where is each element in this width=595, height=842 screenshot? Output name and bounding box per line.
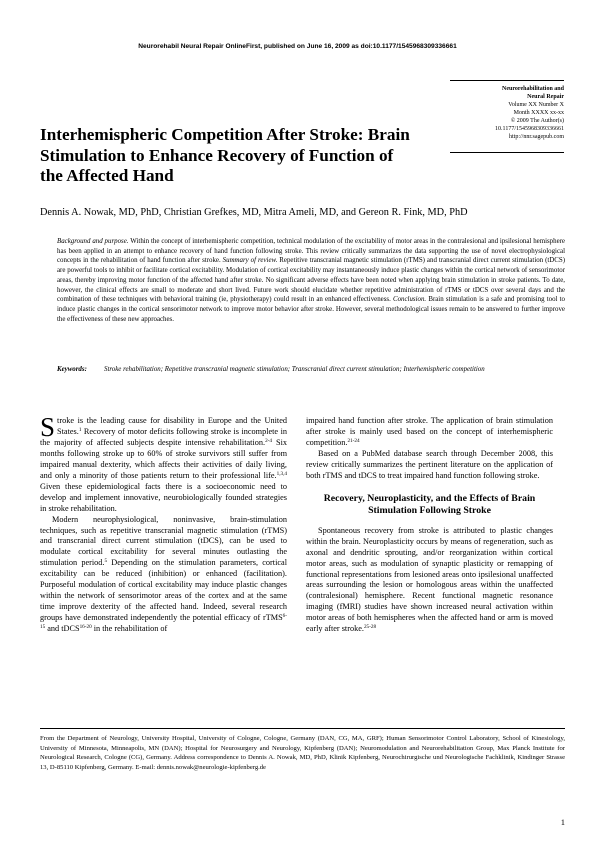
article-title: Interhemispheric Competition After Stroke: Brain Stimulation to Enhance Recovery of Function of the Affected Hand — [40, 125, 410, 185]
citation-ref: 1,3,4 — [276, 470, 287, 477]
drop-cap: S — [40, 412, 56, 442]
body-column-left — [40, 412, 288, 635]
keywords-label: Keywords: — [57, 366, 87, 373]
body-paragraph-1 — [40, 412, 288, 515]
body-paragraph-2 — [40, 515, 287, 635]
text-run: Modern neurophysiological, noninvasive, brain-stimulation techniques, such as repetitive transcranial magnetic stimulation (rTMS) and transcranial direct current stimulation (tDCS), can be used to modulate cortical excitability for several minutes outlasting the stimulation period. — [40, 514, 287, 568]
citation-ref: 5 — [104, 558, 108, 565]
author-list: Dennis A. Nowak, MD, PhD, Christian Grefkes, MD, Mitra Ameli, MD, and Gereon R. Fink, MD, PhD — [40, 207, 468, 218]
abstract-summary-text: Repetitive transcranial magnetic stimulation (rTMS) and transcranial direct current stimulation (tDCS) are powerful tools to inhibit or facilitate cortical excitability. Modulation of cortical excitability may instantaneously induce plastic changes within the cortical network of sensorimotor areas, thereby improving motor function of the affected hand after stroke. No significant adverse effects have been noted when applying brain stimulation in stroke patients. To date, however, the clinical effects are small to moderate and short lived. Future work should elucidate whether repetitive administration of rTMS or tDCS over several days and the combination of these techniques with behavioral training (ie, physiotherapy) could result in an enhanced effectiveness. — [57, 257, 565, 304]
text-run: troke is the leading cause for disability in Europe and the United States. — [57, 416, 287, 436]
body-paragraph-2-continued — [306, 416, 553, 449]
abstract-background-text: Within the concept of interhemispheric competition, technical modulation of the excitability of motor areas in the contralesional and ipsilesional hemisphere has been applied in an attempt to enhance recovery of hand function following stroke. This review critically summarizes the data supporting the use of novel electrophysiological concepts in the rehabilitation of hand function after stroke. — [57, 238, 565, 265]
journal-doi: 10.1177/1545968309336661 — [495, 126, 564, 132]
abstract — [57, 237, 565, 324]
body-column-right — [306, 416, 553, 635]
citation-ref: 2-4 — [265, 437, 272, 444]
citation-ref: 1 — [78, 426, 82, 433]
affiliation-footnote: From the Department of Neurology, University Hospital, University of Cologne, Cologne, Germany (DAN, CG, MA, GRF); Human Sensorimotor Control Laboratory, School of Kinesiology, University of Minnesota, Minneapolis, MN (DAN); Hospital for Neurosurgery and Neurology, Kipfenberg (DAN); Neuromodulation and Neurorehabilitation Group, Max Planck Institute for Neurological Research, Cologne (CG), Germany. Address correspondence to Dennis A. Nowak, MD, PhD, Klinik Kipfenberg, Neurochirurgische und Neurologische Fachklinik, Kindinger Strasse 13, D-85110 Kipfenberg, Germany. E-mail: dennis.nowak@neurologie-kipfenberg.de — [40, 735, 565, 772]
text-run: and tDCS — [45, 624, 80, 634]
keywords-text: Stroke rehabilitation; Repetitive transcranial magnetic stimulation; Transcranial direct current stimulation; Interhemispheric competition — [104, 366, 485, 373]
abstract-background-label: Background and purpose. — [57, 238, 129, 245]
journal-name-line1: Neurorehabilitation and — [502, 86, 564, 92]
online-first-header: Neurorehabil Neural Repair OnlineFirst, published on June 16, 2009 as doi:10.1177/1545968309336661 — [138, 43, 457, 50]
body-paragraph-4 — [306, 526, 553, 636]
citation-ref: 25-28 — [363, 624, 377, 631]
text-run: Depending on the stimulation parameters, cortical excitability can be reduced (inhibition) or enhanced (facilitation). Purposeful modulation of cortical excitability may induce plastic changes within the network of sensorimotor areas of the cortex and at the same time improve dexterity of the affected hand. Indeed, several research groups have demonstrated independently the potential efficacy of rTMS — [40, 558, 287, 623]
journal-name-line2: Neural Repair — [527, 94, 564, 100]
journal-copyright: © 2009 The Author(s) — [510, 118, 564, 124]
footnote-rule — [40, 728, 565, 729]
text-run: Recovery of motor deficits following stroke is incomplete in the majority of affected subjects despite intensive rehabilitation. — [40, 426, 287, 447]
text-run: in the rehabilitation of — [91, 624, 168, 634]
citation-ref: 21-24 — [347, 437, 360, 444]
abstract-summary-label: Summary of review. — [222, 257, 278, 265]
abstract-conclusion-text: Brain stimulation is a safe and promising tool to induce plastic changes in the cortical sensorimotor network to improve motor behavior after stroke. However, several methodological issues remain to be answered to further improve the effectiveness of these new approaches. — [57, 296, 566, 323]
text-run: impaired hand function after stroke. The application of brain stimulation after stroke is mainly used based on the concept of interhemispheric competition. — [306, 416, 553, 447]
section-heading: Recovery, Neuroplasticity, and the Effects of Brain Stimulation Following Stroke — [323, 492, 536, 516]
text-run: Based on a PubMed database search through December 2008, this review critically summarizes the pertinent literature on the application of both rTMS and tDCS to treat impaired hand function following stroke. — [306, 448, 553, 480]
body-paragraph-3 — [306, 449, 553, 482]
citation-ref: 6-15 — [40, 613, 287, 631]
journal-box-rule — [450, 152, 564, 153]
citation-ref: 16-20 — [79, 624, 92, 631]
text-run: Given these epidemiological facts there is a socioeconomic need to develop and implement innovative, neurobiologically founded strategies in stroke rehabilitation. — [40, 481, 287, 513]
journal-info-box — [450, 80, 564, 141]
journal-url[interactable]: http://nnr.sagepub.com — [509, 134, 564, 140]
abstract-conclusion-label: Conclusion. — [393, 296, 427, 304]
text-run: Six months following stroke up to 60% of stroke survivors still suffer from impaired manual dexterity, which affects their activities of daily living, and only a minority of those patients return to their professional life. — [40, 437, 288, 480]
journal-volume: Volume XX Number X — [508, 102, 564, 108]
page-number: 1 — [560, 817, 565, 827]
journal-month: Month XXXX xx-xx — [513, 110, 564, 116]
text-run: Spontaneous recovery from stroke is attributed to plastic changes within the brain. Neuroplasticity occurs by means of regeneration, such as axonal and dendritic sprouting, and/or reorganization within cortical motor areas, such as modulation of synaptic plasticity or remapping of functional representations from lesioned areas onto ipsilesional unaffected areas surrounding the lesion or homologous areas within the unaffected (contralesional) hemisphere. Recent functional magnetic resonance imaging (fMRI) studies have shown increased neural activation within motor areas of both hemispheres when the affected hand or arm is moved early after stroke. — [306, 525, 553, 634]
